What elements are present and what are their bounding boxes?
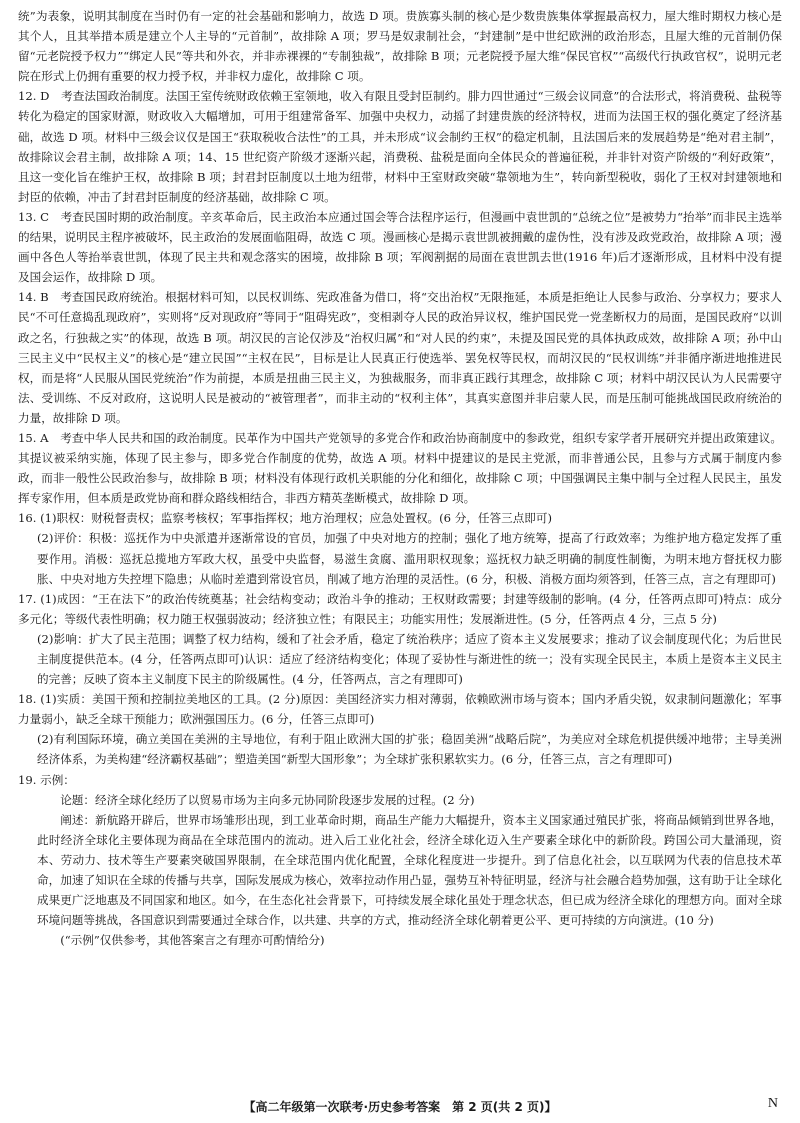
answer-19-thesis: 论题：经济全球化经历了以贸易市场为主向多元协同阶段逐步发展的过程。(2 分) xyxy=(60,792,475,807)
answer-14: 14. B 考查国民政府统治。根据材料可知，以民权训练、宪政准备为借口，将“交出治权”无限拖延，本质是拒绝让人民参与政治、分享权力；要求人民“不可任意捣乱现政府”，实则将“反对现政府”等同于“阻碍宪政”，变相剥夺人民的政治异议权，维护国民党一党垄断权力的局面，是国民政府“以训政之名，行独裁之实”的体现，故选 B 项。胡汉民的言论仅涉及“治权归属”和“对人民的约束”，未提及国民党的具体执政成效，故排除 A 项；孙中山三民主义中“民权主义”的核心是“建立民国”“主权在民”，目标是让人民真正行使选举、罢免权等民权，而胡汉民的“民权训练”并非循序渐进地推进民权，而是将“人民服从国民党统治”作为前提，本质是扭曲三民主义，为独裁服务，而非真正践行其理念，故排除 C 项；材料中胡汉民认为人民需要守法、受训练、不反对政府，这说明人民是被动的“被管理者”，而非主动的“权利主体”，其真实意图并非启蒙人民，而是压制可能挑战国民政府统治的力量，故排除 D 项。 xyxy=(18,290,782,425)
answer-19-heading: 19. 示例： xyxy=(18,772,75,787)
answer-17-part1: 17. (1)成因：“王在法下”的政治传统奠基；社会结构变动；政治斗争的推动；王权财政需要；封建等级制的影响。(4 分，任答两点即可)特点：成分多元化；等级代表性明确；权力随王权强弱波动；经济独立性；有限民主；功能实用性；发展渐进性。(5 分，任答两点 4 分，三点 5 分) xyxy=(18,591,782,626)
answer-11-continuation: 统”为表象，说明其制度在当时仍有一定的社会基础和影响力，故选 D 项。贵族寡头制的核心是少数贵族集体掌握最高权力，屋大维时期权力核心是其个人，且其举措本质是建立个人主导的“元首制”，故排除 A 项；罗马是奴隶制社会，“封建制”是中世纪欧洲的政治形态，且屋大维的元首制仍保留“元老院授予权力”“绑定人民”等共和外衣，并非赤裸裸的“专制独裁”，故排除 B 项；元老院授予屋大维“保民官权”“高级代行执政官权”，说明元老院在形式上仍拥有重要的权力授予权，并非权力虚化，故排除 C 项。 xyxy=(18,9,782,84)
answer-16-part2: (2)评价：积极：巡抚作为中央派遣并逐渐常设的官员，加强了中央对地方的控制；强化了地方统筹，提高了行政效率；为维护地方稳定发挥了重要作用。消极：巡抚总揽地方军政大权，虽受中央监督，易滋生贪腐、滥用职权现象；巡抚权力缺乏明确的制度性制衡，为明末地方督抚权力膨胀、中央对地方失控埋下隐患；从临时差遣到常设官员，削减了地方治理的灵活性。(6 分，积极、消极方面均须答到，任答三点，言之有理即可) xyxy=(37,531,782,586)
answer-page xyxy=(18,6,782,950)
answer-16-part1: 16. (1)职权：财税督责权；监察考核权；军事指挥权；地方治理权；应急处置权。(6 分，任答三点即可) xyxy=(18,511,553,526)
answer-19-note: (“示例”仅供参考，其他答案言之有理亦可酌情给分) xyxy=(60,933,325,948)
answer-17-part2: (2)影响：扩大了民主范围；调整了权力结构，缓和了社会矛盾，稳定了统治秩序；适应了资本主义发展要求；推动了议会制度现代化；为后世民主制度提供范本。(4 分，任答两点即可)认识：适应了经济结构变化；体现了妥协性与渐进性的统一；没有实现全民民主，本质上是资本主义民主的完善；反映了资本主义制度下民主的阶级属性。(4 分，任答两点，言之有理即可) xyxy=(37,631,782,687)
answer-15: 15. A 考查中华人民共和国的政治制度。民革作为中国共产党领导的多党合作和政治协商制度中的参政党，组织专家学者开展研究并提出政策建议。其提议被采纳实施，体现了民主参与，即多党合作制度的优势，故选 A 项。材料中提建议的是民主党派，而非普通公民，且参与方式属于制度内参政，而非一般性公民政治参与，故排除 B 项；材料没有体现行政机关职能的分化和细化，故排除 C 项；中国强调民主集中制与全过程人民民主，虽发挥专家作用，但本质是政党协商和群众路线相结合，非西方精英垄断模式，故排除 D 项。 xyxy=(18,430,782,506)
answer-18-part2: (2)有利国际环境，确立美国在美洲的主导地位，有利于阻止欧洲大国的扩张；稳固美洲“战略后院”，为美应对全球危机提供缓冲地带；主导美洲经济体系，为美构建“经济霸权基础”；塑造美国“新型大国形象”；为全球扩张积累软实力。(6 分，任答三点，言之有理即可) xyxy=(37,732,782,767)
answer-12: 12. D 考查法国政治制度。法国王室传统财政依赖王室领地，收入有限且受封臣制约。腓力四世通过“三级会议同意”的合法形式，将消费税、盐税等转化为稳定的国家财源，财政收入大幅增加，可用于组建常备军、加强中央权力，动摇了封建贵族的经济特权，进而为法国王权的强化奠定了经济基础，故选 D 项。材料中三级会议仅是国王“获取税收合法性”的工具，并未形成“议会制约王权”的稳定机制，且法国后来的发展趋势是“绝对君主制”，故排除议会君主制，故排除 A 项；14、15 世纪资产阶级才逐渐兴起，消费税、盐税是面向全体民众的普遍征税，并非针对资产阶级的“利好政策”，且这一变化旨在维护王权，故排除 B 项；封君封臣制度以土地为纽带，材料中王室财政突破“靠领地为生”，转向新型税收，弱化了王权对封建领地和封臣的依赖，冲击了封君封臣制度的经济基础，故排除 C 项。 xyxy=(18,89,782,204)
page-footer: 【高二年级第一次联考·历史参考答案 第 2 页(共 2 页)】 xyxy=(243,1100,557,1114)
answer-13: 13. C 考查民国时期的政治制度。辛亥革命后，民主政治本应通过国会等合法程序运行，但漫画中袁世凯的“总统之位”是被势力“抬举”而非民主选举的结果，说明民主程序被破坏，民主政治的发展面临阻碍，故选 C 项。漫画核心是揭示袁世凯被拥戴的虚伪性，没有涉及政党政治，故排除 A 项；漫画中各色人等抬举袁世凯，体现了民主共和观念落实的困境，故排除 B 项；军阀割据的局面在袁世凯去世(1916 年)后才逐渐形成，且材料中没有提及国会运作，故排除 D 项。 xyxy=(18,209,782,285)
corner-mark: N xyxy=(767,1096,778,1111)
answer-18-part1: 18. (1)实质：美国干预和控制拉美地区的工具。(2 分)原因：美国经济实力相对薄弱，依赖欧洲市场与资本；国内矛盾尖锐，奴隶制问题激化；军事力量弱小，缺乏全球干预能力；欧洲强国压力。(6 分，任答三点即可) xyxy=(18,692,782,727)
answer-19-elaboration: 阐述：新航路开辟后，世界市场雏形出现，到工业革命时期，商品生产能力大幅提升，资本主义国家通过殖民扩张，将商品倾销到世界各地，此时经济全球化主要体现为商品在全球范围内的流动。进入后工业化社会，经济全球化迈入生产要素全球化中的新阶段。跨国公司大量涌现，资本、劳动力、技术等生产要素突破国界限制，在全球范围内优化配置，全球化程度进一步提升。到了信息化社会，以互联网为代表的信息技术革命，加速了知识在全球的传播与共享，国际发展成为核心，效率拉动作用凸显，强势互补特征明显，经济与社会融合趋势加强，这有助于让全球化成果更广泛地惠及不同国家和地区。如今，在生态化社会背景下，可持续发展全球化虽处于理念状态，但已成为经济全球化的理想方向。面对全球环境问题等挑战，各国意识到需要通过全球合作，以共建、共享的方式，推动经济全球化朝着更公平、更可持续的方向演进。(10 分) xyxy=(37,812,782,928)
